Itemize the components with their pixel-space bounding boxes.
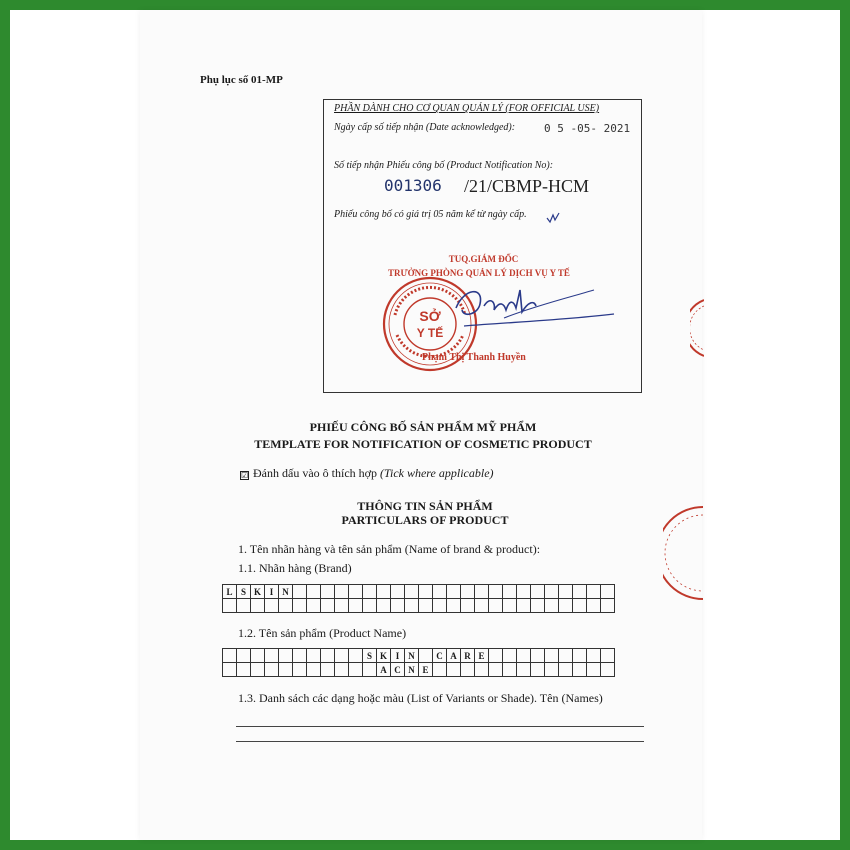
grid-cell — [559, 585, 573, 599]
grid-cell — [489, 599, 503, 613]
grid-cell: N — [405, 649, 419, 663]
question-1-label: 1. Tên nhãn hàng và tên sản phẩm (Name of brand & product): — [238, 542, 541, 556]
seal-text-1: SỞ — [419, 308, 441, 324]
notification-number: 001306 — [384, 176, 442, 195]
question-1-1-label: 1.1. Nhãn hàng (Brand) — [238, 561, 352, 575]
grid-cell — [545, 649, 559, 663]
handwritten-signature — [444, 278, 624, 343]
grid-cell — [279, 663, 293, 677]
grid-cell — [447, 585, 461, 599]
grid-cell — [503, 663, 517, 677]
grid-cell — [391, 599, 405, 613]
grid-cell — [349, 663, 363, 677]
signer-title-2: TRƯỞNG PHÒNG QUẢN LÝ DỊCH VỤ Y TẾ — [388, 268, 570, 278]
grid-cell — [433, 585, 447, 599]
grid-cell — [321, 663, 335, 677]
grid-cell — [237, 599, 251, 613]
grid-cell — [531, 663, 545, 677]
tick-instruction — [240, 466, 494, 481]
grid-cell — [545, 585, 559, 599]
grid-cell — [433, 663, 447, 677]
grid-cell — [573, 585, 587, 599]
grid-cell — [601, 585, 615, 599]
grid-cell — [237, 663, 251, 677]
grid-cell — [321, 649, 335, 663]
date-acknowledged-label: Ngày cấp số tiếp nhận (Date acknowledged): — [334, 122, 516, 133]
grid-cell — [237, 649, 251, 663]
checkbox-icon: ☑ — [241, 471, 249, 480]
grid-cell — [517, 599, 531, 613]
grid-cell — [601, 649, 615, 663]
official-use-box — [323, 99, 642, 393]
signer-name: Phạm Thị Thanh Huyền — [422, 352, 526, 363]
grid-cell — [517, 585, 531, 599]
grid-cell: K — [377, 649, 391, 663]
grid-cell: C — [433, 649, 447, 663]
grid-cell — [223, 663, 237, 677]
grid-cell — [251, 649, 265, 663]
grid-row — [223, 649, 615, 663]
tick-instruction-en: (Tick where applicable) — [379, 466, 494, 480]
grid-cell: C — [391, 663, 405, 677]
grid-cell — [531, 585, 545, 599]
question-1-3-label: 1.3. Danh sách các dạng hoặc màu (List of Variants or Shade). Tên (Names) — [238, 691, 603, 705]
grid-cell: A — [447, 649, 461, 663]
grid-cell: I — [391, 649, 405, 663]
answer-line — [236, 726, 644, 727]
section-title-english: PARTICULARS OF PRODUCT — [341, 513, 509, 527]
grid-cell — [461, 663, 475, 677]
grid-cell — [335, 599, 349, 613]
grid-cell — [307, 663, 321, 677]
grid-cell — [251, 599, 265, 613]
grid-row — [223, 663, 615, 677]
grid-cell — [461, 599, 475, 613]
grid-cell — [293, 663, 307, 677]
appendix-label: Phụ lục số 01-MP — [200, 74, 283, 86]
grid-cell — [545, 599, 559, 613]
grid-cell — [601, 663, 615, 677]
grid-cell: S — [237, 585, 251, 599]
grid-cell — [419, 585, 433, 599]
grid-cell — [587, 599, 601, 613]
grid-cell — [447, 663, 461, 677]
seal-text-2: Y TẾ — [416, 326, 444, 340]
grid-row — [223, 599, 615, 613]
grid-cell — [587, 649, 601, 663]
grid-cell: N — [405, 663, 419, 677]
grid-cell — [363, 585, 377, 599]
notification-number-label: Số tiếp nhận Phiếu công bố (Product Notification No): — [334, 160, 554, 171]
grid-cell — [405, 599, 419, 613]
grid-cell — [279, 599, 293, 613]
product-letter-grid — [222, 648, 615, 677]
form-title-vietnamese: PHIẾU CÔNG BỐ SẢN PHẨM MỸ PHẨM — [309, 420, 537, 434]
partial-seal-edge — [663, 505, 703, 606]
grid-cell — [559, 649, 573, 663]
notification-number-suffix: /21/CBMP-HCM — [464, 176, 590, 196]
grid-cell: K — [251, 585, 265, 599]
grid-cell — [363, 663, 377, 677]
grid-cell — [489, 649, 503, 663]
grid-cell — [587, 663, 601, 677]
grid-cell — [475, 599, 489, 613]
grid-cell — [517, 663, 531, 677]
grid-cell: E — [419, 663, 433, 677]
grid-cell — [573, 599, 587, 613]
grid-cell — [279, 649, 293, 663]
grid-cell: N — [279, 585, 293, 599]
grid-cell — [517, 649, 531, 663]
grid-cell — [307, 585, 321, 599]
grid-cell — [349, 649, 363, 663]
grid-cell — [531, 649, 545, 663]
grid-cell — [447, 599, 461, 613]
grid-cell — [265, 599, 279, 613]
grid-cell — [293, 649, 307, 663]
grid-cell — [559, 599, 573, 613]
grid-cell — [489, 585, 503, 599]
grid-cell — [587, 585, 601, 599]
grid-cell — [545, 663, 559, 677]
grid-cell — [321, 585, 335, 599]
section-title-vietnamese: THÔNG TIN SẢN PHẨM — [357, 499, 493, 513]
grid-cell — [307, 649, 321, 663]
grid-cell — [223, 599, 237, 613]
grid-cell: S — [363, 649, 377, 663]
answer-line — [236, 741, 644, 742]
official-use-title: PHẦN DÀNH CHO CƠ QUAN QUẢN LÝ (FOR OFFICIAL USE) — [334, 103, 600, 114]
grid-cell — [377, 599, 391, 613]
tick-instruction-vi: Đánh dấu vào ô thích hợp — [253, 466, 377, 480]
brand-letter-grid — [222, 584, 615, 613]
grid-cell: E — [475, 649, 489, 663]
grid-cell — [573, 649, 587, 663]
grid-cell — [363, 599, 377, 613]
grid-cell — [321, 599, 335, 613]
grid-cell — [391, 585, 405, 599]
validity-note: Phiếu công bố có giá trị 05 năm kể từ ngày cấp. — [334, 209, 527, 220]
grid-cell: I — [265, 585, 279, 599]
grid-cell — [573, 663, 587, 677]
grid-row — [223, 585, 615, 599]
grid-cell — [307, 599, 321, 613]
grid-cell: A — [377, 663, 391, 677]
grid-cell — [475, 585, 489, 599]
grid-cell — [503, 649, 517, 663]
question-1-2-label: 1.2. Tên sản phẩm (Product Name) — [238, 626, 407, 640]
grid-cell — [419, 649, 433, 663]
grid-cell — [475, 663, 489, 677]
grid-cell: L — [223, 585, 237, 599]
grid-cell: R — [461, 649, 475, 663]
grid-cell — [461, 585, 475, 599]
grid-cell — [601, 599, 615, 613]
initial-mark-icon — [546, 212, 560, 228]
partial-seal-edge — [690, 298, 704, 363]
grid-cell — [559, 663, 573, 677]
grid-cell — [503, 599, 517, 613]
grid-cell — [265, 649, 279, 663]
signer-title-1: TUQ.GIÁM ĐỐC — [448, 254, 519, 264]
grid-cell — [503, 585, 517, 599]
grid-cell — [419, 599, 433, 613]
grid-cell — [223, 649, 237, 663]
grid-cell — [433, 599, 447, 613]
grid-cell — [405, 585, 419, 599]
grid-cell — [335, 649, 349, 663]
grid-cell — [489, 663, 503, 677]
date-acknowledged-value: 0 5 -05- 2021 — [544, 122, 631, 135]
grid-cell — [349, 585, 363, 599]
grid-cell — [265, 663, 279, 677]
form-title-english: TEMPLATE FOR NOTIFICATION OF COSMETIC PRODUCT — [254, 437, 592, 451]
grid-cell — [377, 585, 391, 599]
grid-cell — [251, 663, 265, 677]
grid-cell — [335, 663, 349, 677]
grid-cell — [293, 599, 307, 613]
grid-cell — [335, 585, 349, 599]
grid-cell — [293, 585, 307, 599]
grid-cell — [349, 599, 363, 613]
grid-cell — [531, 599, 545, 613]
